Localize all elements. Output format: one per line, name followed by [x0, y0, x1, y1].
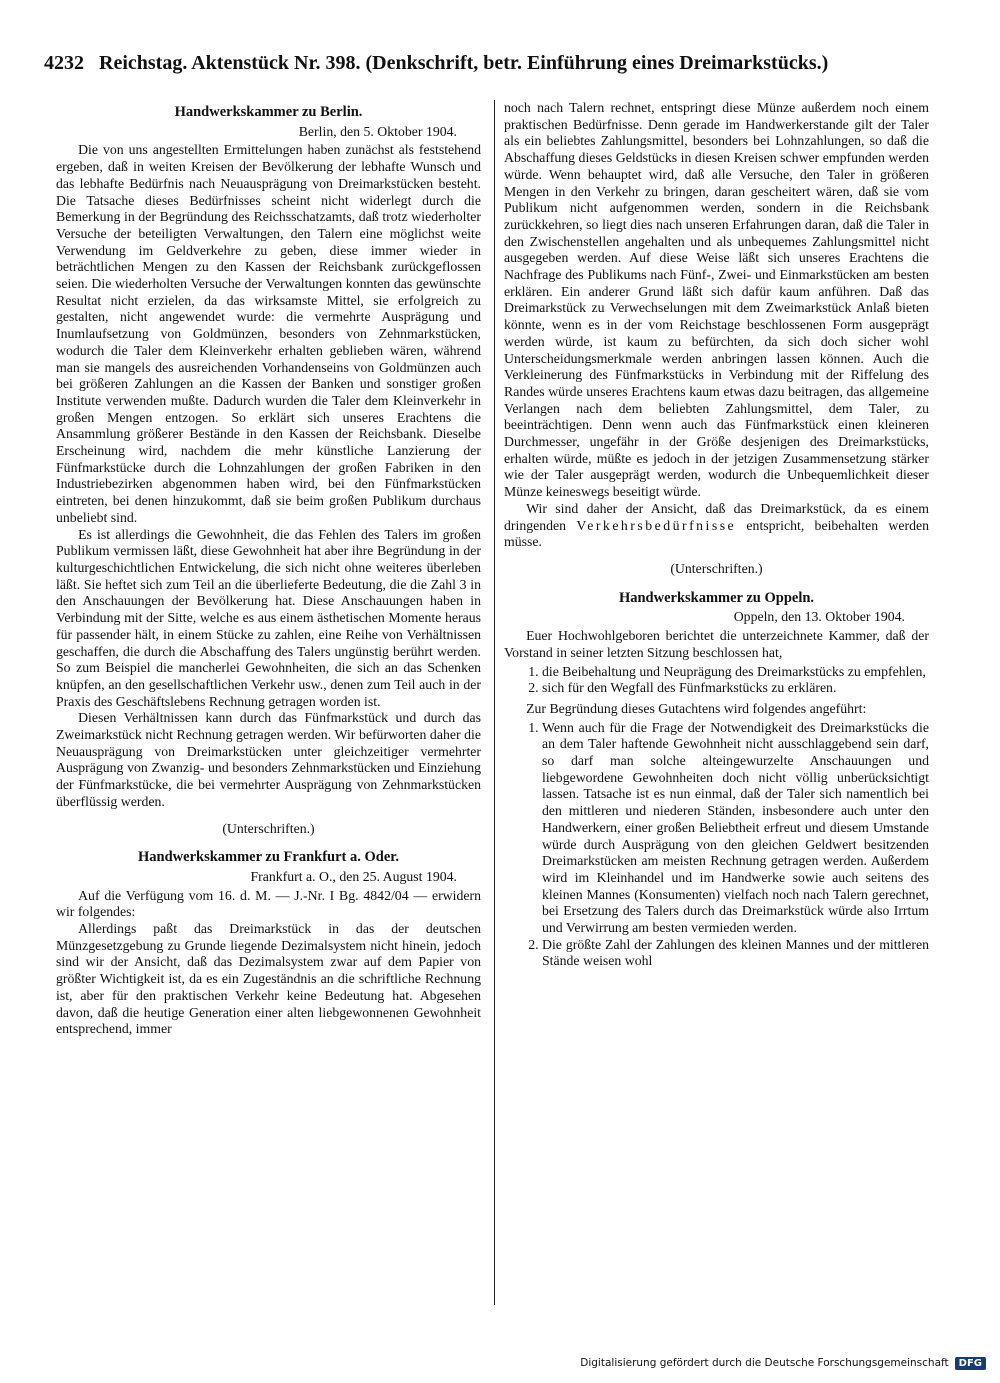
- right-column: [504, 100, 929, 1310]
- paragraph: Die von uns angestellten Ermittelungen haben zunächst als feststehend ergeben, daß in weiten Kreisen der Bevölkerung der lebhafte Wunsch und das lebhafte Bedürfnis nach Neuausprägung von Dreimarkstücken besteht. Die Tatsache dieses Bedürfnisses scheint nicht widerlegt durch die Bemerkung in der Begründung des Reichsschatzamts, daß trotz wiederholter Versuche der beteiligten Verwaltungen, den Talern eine möglichst weite Verwendung im Geldverkehre zu geben, diese immer wieder in beträchtlichen Mengen zu den Kassen der Reichsbank zurückgeflossen seien. Die wiederholten Versuche der Verwaltungen konnten das gewünschte Resultat nicht erzielen, da das wirksamste Mittel, sie erfolgreich zu gestalten, nicht angewendet wurde: die vermehrte Ausprägung und Inumlaufsetzung von Goldmünzen, besonders von Zehnmarkstücken, wodurch die Taler dem Kleinverkehr erhalten geblieben wären, während man sie mangels des ausreichenden Vorhandenseins von Goldmünzen auch bei größeren Zahlungen an die Kassen der Banken und sonstiger großen Institute verwenden mußte. Dadurch wurden die Taler dem Kleinverkehr in großen Mengen entzogen. So erklärt sich unseres Erachtens die Ansammlung größerer Bestände in den Kassen der Reichsbank. Dieselbe Erscheinung wird, nachdem die mehr künstliche Lanzierung der Fünfmarkstücke durch die Lohnzahlungen der großen Fabriken in den Industriebezirken abgenommen haben wird, bei den Fünfmarkstücken eintreten, bei denen hinzukommt, daß sie beim großen Publikum durchaus unbeliebt sind.: [56, 142, 481, 525]
- paragraph: [504, 501, 929, 551]
- dfg-logo: DFG: [955, 1357, 986, 1370]
- running-title: Reichstag. Aktenstück Nr. 398. (Denkschrift, betr. Einführung eines Dreimarkstücks.): [99, 52, 829, 74]
- paragraph: Allerdings paßt das Dreimarkstück in das der deutschen Münzgesetzgebung zu Grunde liegende Dezimalsystem nicht hinein, jedoch sind wir der Ansicht, daß das Dezimalsystem zwar auf dem Papier von größter Wichtigkeit ist, da es ein Zugeständnis an die schriftliche Rechnung ist, aber für den praktischen Verkehr keine Bedeutung hat. Abgesehen davon, daß die heutige Generation einer alten liebgewonnenen Gewohnheit entsprechend, immer: [56, 921, 481, 1037]
- left-column: [56, 100, 481, 1310]
- signatures-note: (Unterschriften.): [222, 820, 315, 836]
- text-run: entspricht, beibehalten werden müsse.: [504, 517, 929, 550]
- list-item: 1. Wenn auch für die Frage der Notwendigkeit des Dreimarkstücks die an dem Taler haftende Gewohnheit nicht ausschlaggebend sein darf, so darf man solche alteingewurzelte Anschauungen und liebgewordene Gewohnheiten doch nicht völlig unberücksichtigt lassen. Tatsache ist es nun einmal, daß der Taler sich namentlich bei den mittleren und niederen Ständen, insbesondere auch unter den Handwerkern, einer großen Beliebtheit erfreut und diesem Umstande würde durch Ausprägung von den gleichen Geldwert besitzenden Dreimarkstücken am meisten Rechnung getragen werden. Außerdem wird im Kleinhandel und im Handwerke sowie auch seitens des kleinen Mannes (Konsumenten) vielfach noch nach Talern gerechnet, bei Ersetzung des Talers durch das Dreimarkstück würde also Irrtum und Verwirrung am besten vermieden werden.: [542, 720, 929, 937]
- paragraph: Euer Hochwohlgeboren berichtet die unterzeichnete Kammer, daß der Vorstand in seiner letzten Sitzung beschlossen hat,: [504, 628, 929, 660]
- paragraph: Auf die Verfügung vom 16. d. M. — J.-Nr. I Bg. 4842/04 — erwidern wir folgendes:: [56, 887, 481, 920]
- signatures-note: (Unterschriften.): [670, 560, 763, 576]
- paragraph: Es ist allerdings die Gewohnheit, die das Fehlen des Talers im großen Publikum vermissen läßt, diese Gewohnheit hat aber ihre Begründung in der kulturgeschichtlichen Entwickelung, die sich nicht ohne weiteres überleben läßt. Sie heftet sich zum Teil an die überlieferte Bedeutung, die die Zahl 3 in den Anschauungen der Bevölkerung hat. Diese Anschauungen haben in Verbindung mit der Sitte, welche es aus einem ästhetischen Momente heraus für passender hält, in einem Stücke zu zahlen, eine Reihe von Verhältnissen geschaffen, die durch die Abschaffung des Talers ungünstig berührt werden. So zum Beispiel die mancherlei Gewohnheiten, die sich an das Schenken knüpfen, an den gesellschaftlichen Verkehr usw., denen zum Teil auch in der Praxis des Geschäftslebens Rechnung getragen worden ist.: [56, 526, 481, 709]
- resolution-list: [504, 664, 929, 697]
- spaced-emphasis: Verkehrsbedürfnisse: [576, 517, 737, 533]
- list-item: 2. Die größte Zahl der Zahlungen des kleinen Mannes und der mittleren Stände weisen wohl: [542, 937, 929, 970]
- page-number: 4232: [44, 52, 84, 74]
- paragraph-continued: noch nach Talern rechnet, entspringt diese Münze außerdem noch einem praktischen Bedürfnisse. Denn gerade im Handwerkerstande gilt der Taler als ein beliebtes Zahlungsmittel, besonders bei Lohnzahlungen, so daß die Abschaffung dieses Geldstücks in diesen Kreisen schwer empfunden werden würde. Wenn behauptet wird, daß alle Versuche, den Taler in größeren Mengen in den Verkehr zu bringen, daran gescheitert wären, daß sie vom Publikum nicht aufgenommen werden, sondern in die Reichsbank zurückkehren, so liegt dies nach unseren Erfahrungen daran, daß die Taler in den Zwischenstellen angehalten und als unbequemes Zahlungsmittel nicht ausgegeben werden. Auf diese Weise läßt sich unseres Erachtens die Nachfrage des Publikums nach Fünf-, Zwei- und Einmarkstücken am besten erklären. Ein anderer Grund läßt sich dafür kaum anführen. Daß das Dreimarkstück zu Verwechselungen mit dem Zweimarkstück Anlaß bieten könnte, wenn es in der vom Reichstage beschlossenen Form ausgeprägt werden würde, ist kaum zu befürchten, da sich doch sicher wohl Unterscheidungsmerkmale werden anbringen lassen können. Auch die Verkleinerung des Fünfmarkstücks in Verbindung mit der Riffelung des Randes würde unseres Erachtens kaum etwas dazu beitragen, das allgemeine Verlangen nach dem beliebten Zahlungsmittel, dem Taler, zu beeinträchtigen. Denn wenn auch das Fünfmarkstück einen kleineren Durchmesser, ungefähr in der Größe desjenigen des Dreimarkstücks, erhalten würde, müßte es jedoch in der jetzigen Zusammensetzung stärker wie der Taler ausgeprägt werden, wodurch die Unbequemlichkeit dieser Münze keineswegs beseitigt würde.: [504, 100, 929, 500]
- date-line-oppeln: Oppeln, den 13. Oktober 1904.: [733, 609, 905, 625]
- list-item: 1. die Beibehaltung und Neuprägung des Dreimarkstücks zu empfehlen,: [542, 664, 929, 681]
- section-heading-oppeln: Handwerkskammer zu Oppeln.: [618, 589, 815, 606]
- footer-text: Digitalisierung gefördert durch die Deutsche Forschungsgemeinschaft: [580, 1357, 949, 1369]
- date-line-frankfurt: Frankfurt a. O., den 25. August 1904.: [250, 868, 457, 884]
- text-run: Wir sind daher der Ansicht, daß das Dreimarkstück, da es einem dringenden: [504, 500, 929, 533]
- section-heading-berlin: Handwerkskammer zu Berlin.: [174, 104, 363, 120]
- paragraph: Diesen Verhältnissen kann durch das Fünfmarkstück und durch das Zweimarkstück nicht Rechnung getragen werden. Wir befürworten daher die Neuausprägung von Dreimarkstücken unter gleichzeitiger vermehrter Ausprägung von Zwanzig- und besonders Zehnmarkstücken und Einziehung der Fünfmarkstücke, die bei vermehrter Ausprägung von Zehnmarkstücken überflüssig werden.: [56, 710, 481, 809]
- column-divider: [494, 100, 495, 1305]
- section-heading-frankfurt: Handwerkskammer zu Frankfurt a. Oder.: [138, 849, 399, 866]
- paragraph: Zur Begründung dieses Gutachtens wird folgendes angeführt:: [526, 700, 867, 716]
- page-header: [44, 52, 956, 92]
- reasons-list: [504, 720, 929, 971]
- date-line-berlin: Berlin, den 5. Oktober 1904.: [298, 123, 457, 139]
- digitization-footer: [580, 1353, 986, 1373]
- list-item: 2. sich für den Wegfall des Fünfmarkstücks zu erklären.: [542, 680, 929, 697]
